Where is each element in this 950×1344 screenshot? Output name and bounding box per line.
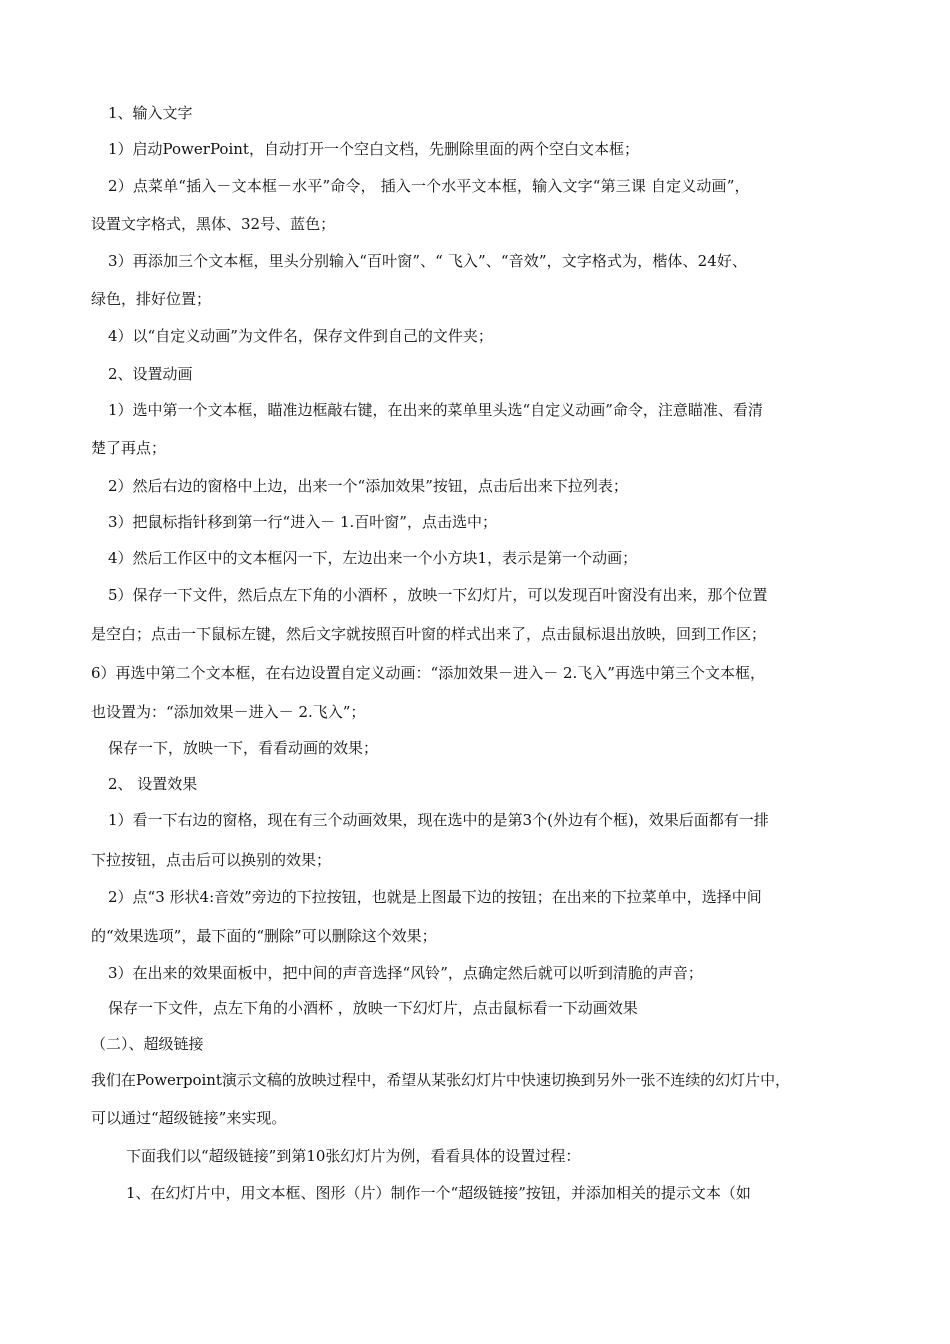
step-text-continued: 是空白；点击一下鼠标左键，然后文字就按照百叶窗的样式出来了，点击鼠标退出放映，回到工作区； [91, 625, 767, 643]
section-heading-hyperlink: （二）、超级链接 [91, 1035, 204, 1053]
section-heading-set-effects: 2、 设置效果 [108, 775, 198, 793]
step-text: 2）然后右边的窗格中上边，出来一个“添加效果”按钮，点击后出来下拉列表； [108, 477, 628, 495]
step-text-continued: 设置文字格式，黑体、32号、蓝色； [91, 215, 336, 233]
step-text: 2）点“3 形状4:音效”旁边的下拉按钮，也就是上图最下边的按钮；在出来的下拉菜单中，选择中间 [108, 888, 762, 906]
step-text-continued: 的“效果选项”，最下面的“删除”可以删除这个效果； [91, 927, 437, 945]
paragraph-text: 我们在Powerpoint演示文稿的放映过程中，希望从某张幻灯片中快速切换到另外一张不连续的幻灯片中， [91, 1071, 790, 1089]
step-text: 2）点菜单“插入－文本框－水平”命令， 插入一个水平文本框，输入文字“第三课 自定义动画”， [108, 177, 750, 195]
step-text: 1、在幻灯片中，用文本框、图形（片）制作一个“超级链接”按钮，并添加相关的提示文本（如 [126, 1184, 751, 1202]
step-text-continued: 绿色，排好位置； [91, 290, 212, 308]
step-text: 3）再添加三个文本框，里头分别输入“百叶窗”、“ 飞入”、“音效”，文字格式为，楷体、24好、 [108, 252, 748, 270]
section-heading-set-animation: 2、设置动画 [108, 365, 193, 383]
step-text: 3）在出来的效果面板中，把中间的声音选择“风铃”，点确定然后就可以听到清脆的声音； [108, 964, 703, 982]
step-text-continued: 下拉按钮，点击后可以换别的效果； [91, 851, 332, 869]
step-text: 4）以“自定义动画”为文件名，保存文件到自己的文件夹； [108, 327, 493, 345]
paragraph-text: 下面我们以“超级链接”到第10张幻灯片为例，看看具体的设置过程： [126, 1147, 581, 1165]
step-text: 保存一下，放映一下，看看动画的效果； [108, 739, 379, 757]
step-text-continued: 楚了再点； [91, 439, 167, 457]
step-text: 保存一下文件，点左下角的小酒杯 ，放映一下幻灯片，点击鼠标看一下动画效果 [108, 999, 638, 1017]
step-text: 1）选中第一个文本框，瞄准边框敲右键，在出来的菜单里头选“自定义动画”命令，注意瞄准、看清 [108, 401, 763, 419]
section-heading-input-text: 1、输入文字 [108, 104, 193, 122]
step-text-continued: 也设置为：“添加效果－进入－ 2.飞入”； [91, 703, 366, 721]
step-text: 3）把鼠标指针移到第一行“进入－ 1.百叶窗”，点击选中； [108, 513, 497, 531]
step-text: 6）再选中第二个文本框，在右边设置自定义动画：“添加效果－进入－ 2.飞入”再选中第三个文本框， [91, 664, 765, 682]
step-text: 5）保存一下文件，然后点左下角的小酒杯 ，放映一下幻灯片，可以发现百叶窗没有出来，那个位置 [108, 586, 768, 604]
step-text: 4）然后工作区中的文本框闪一下，左边出来一个小方块1，表示是第一个动画； [108, 549, 638, 567]
step-text: 1）启动PowerPoint，自动打开一个空白文档，先删除里面的两个空白文本框； [108, 140, 639, 158]
paragraph-text-continued: 可以通过“超级链接”来实现。 [91, 1109, 287, 1127]
step-text: 1）看一下右边的窗格，现在有三个动画效果，现在选中的是第3个(外边有个框)，效果后面都有一排 [108, 811, 769, 829]
